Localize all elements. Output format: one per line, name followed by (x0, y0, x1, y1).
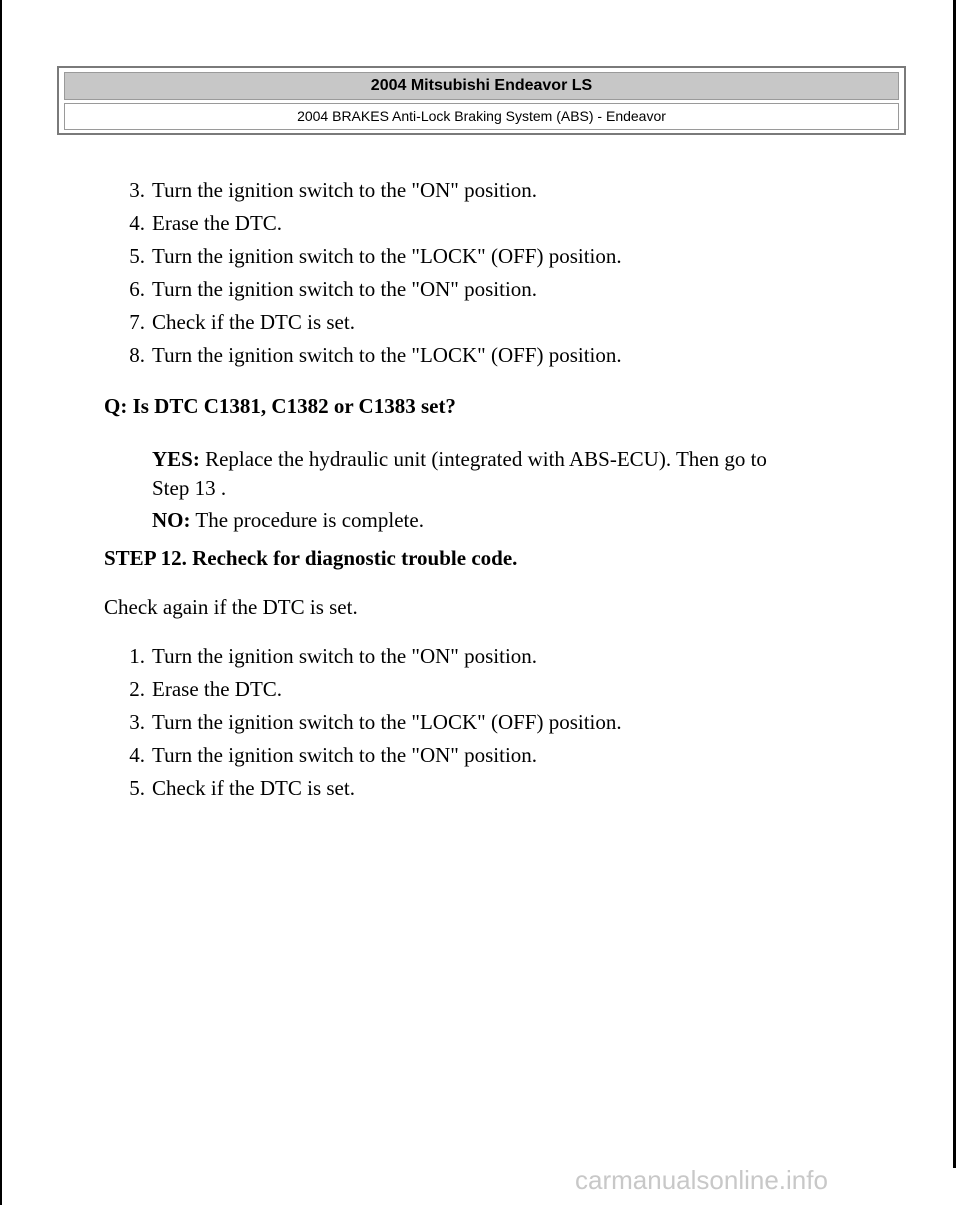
list-item-number: 3. (129, 178, 145, 202)
list-item-text: Turn the ignition switch to the "LOCK" (OFF) position. (152, 710, 622, 734)
no-answer (152, 508, 424, 533)
yes-answer (152, 447, 767, 472)
list-item-number: 8. (129, 343, 145, 367)
list-item-number: 3. (129, 710, 145, 734)
list-item-text: Turn the ignition switch to the "LOCK" (OFF) position. (152, 244, 622, 268)
yes-step-link: Step 13 . (152, 476, 227, 500)
no-text: The procedure is complete. (190, 508, 424, 532)
watermark: carmanualsonline.info (575, 1165, 828, 1195)
no-label: NO: (152, 508, 191, 532)
question-heading: Q: Is DTC C1381, C1382 or C1383 set? (104, 394, 456, 418)
list-item-text: Turn the ignition switch to the "ON" position. (152, 178, 538, 202)
list-item-text: Turn the ignition switch to the "LOCK" (OFF) position. (152, 343, 622, 367)
list-item-text: Turn the ignition switch to the "ON" position. (152, 277, 538, 301)
list-item-number: 7. (129, 310, 145, 334)
document-title: 2004 Mitsubishi Endeavor LS (64, 72, 899, 100)
document-subtitle: 2004 BRAKES Anti-Lock Braking System (ABS) - Endeavor (64, 103, 899, 130)
list-item-number: 5. (129, 244, 145, 268)
list-item-number: 4. (129, 743, 145, 767)
document-header (57, 66, 906, 135)
list-item-text: Check if the DTC is set. (152, 310, 355, 334)
yes-label: YES: (152, 447, 200, 471)
list-item-text: Check if the DTC is set. (152, 776, 355, 800)
list-item-number: 4. (129, 211, 145, 235)
list-item-text: Turn the ignition switch to the "ON" position. (152, 743, 538, 767)
list-item-number: 5. (129, 776, 145, 800)
list-item-text: Erase the DTC. (152, 677, 283, 701)
page-border-right (953, 0, 956, 1168)
list-item-number: 1. (129, 644, 145, 668)
yes-text: Replace the hydraulic unit (integrated with ABS-ECU). Then go to (199, 447, 767, 471)
list-item-text: Turn the ignition switch to the "ON" position. (152, 644, 538, 668)
list-item-number: 2. (129, 677, 145, 701)
intro-paragraph: Check again if the DTC is set. (104, 595, 358, 619)
step-heading: STEP 12. Recheck for diagnostic trouble code. (104, 546, 518, 570)
list-item-text: Erase the DTC. (152, 211, 283, 235)
list-item-number: 6. (129, 277, 145, 301)
